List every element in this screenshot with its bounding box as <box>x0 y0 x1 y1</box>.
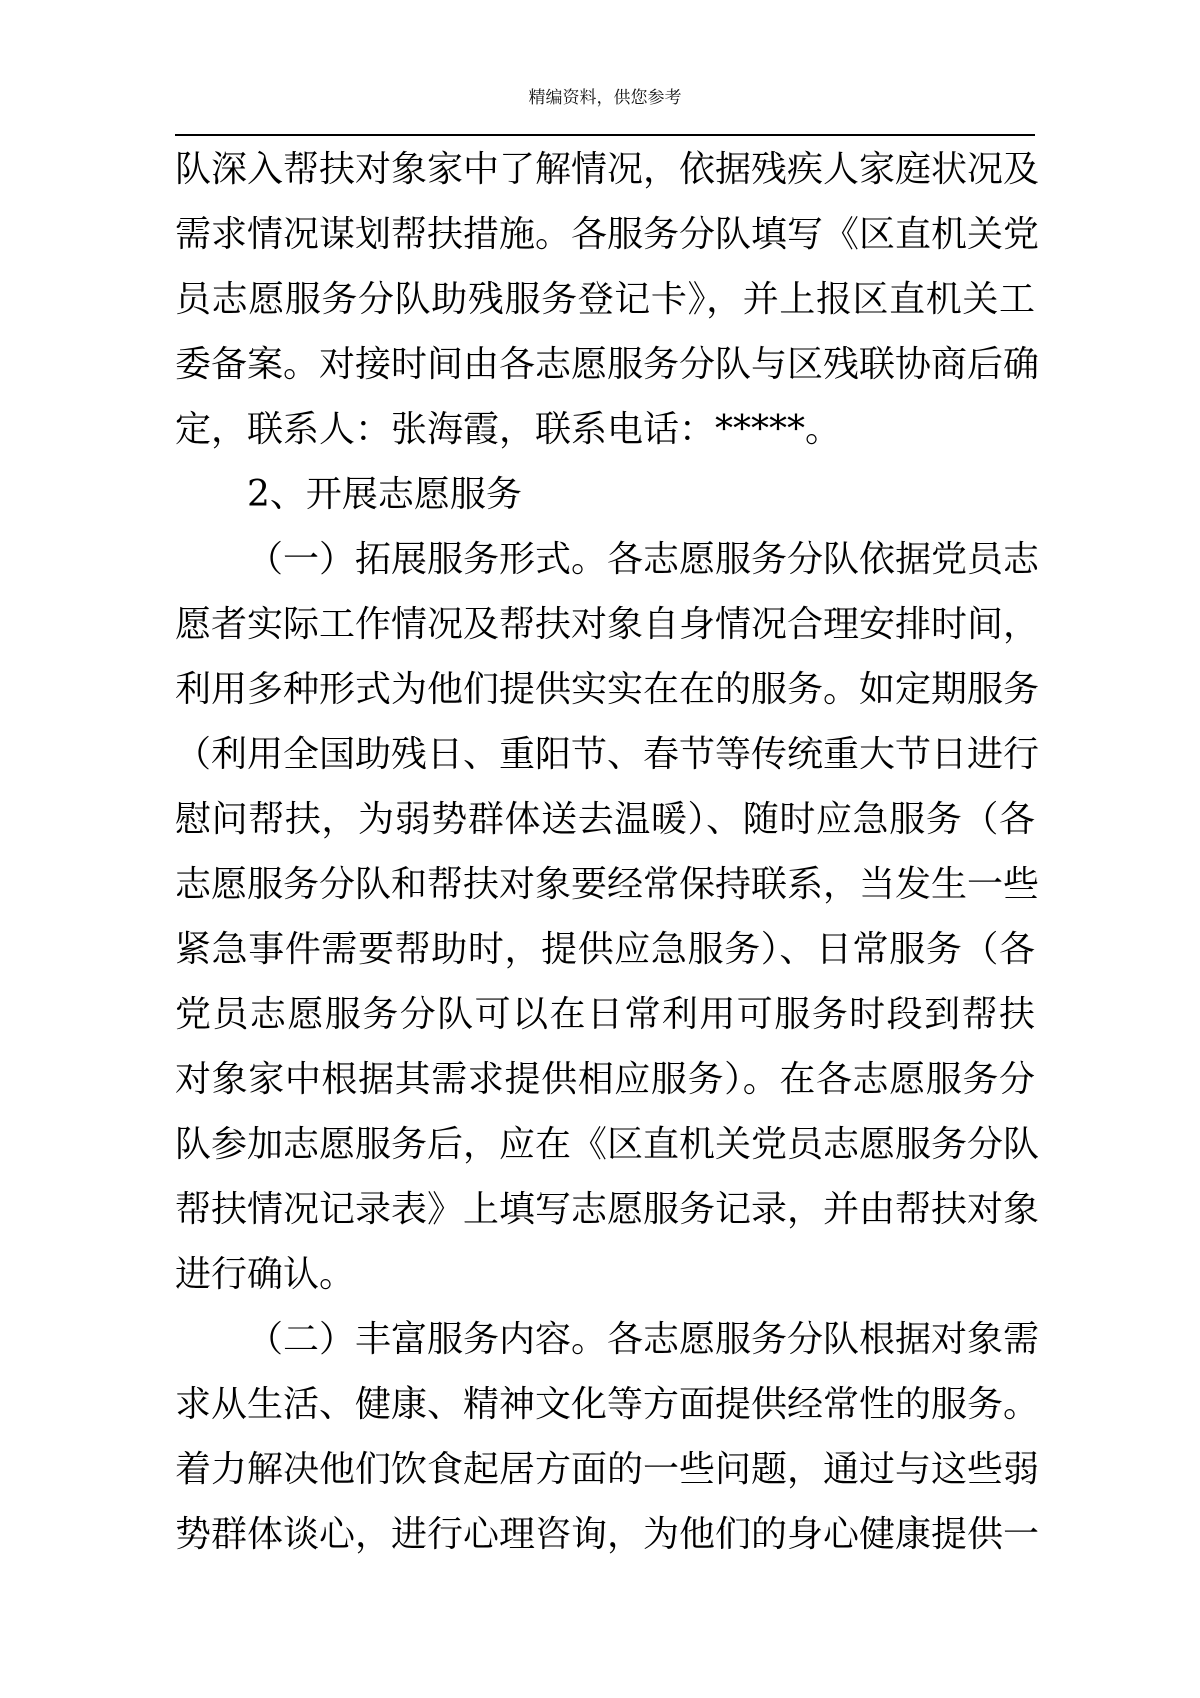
text-line: 紧急事件需要帮助时，提供应急服务）、日常服务（各 <box>175 929 1035 970</box>
text-line: 利用多种形式为他们提供实实在在的服务。如定期服务 <box>175 669 1040 710</box>
text-line: 队深入帮扶对象家中了解情况，依据残疾人家庭状况及 <box>175 149 1040 190</box>
text-line: 定，联系人：张海霞，联系电话：*****。 <box>175 409 842 450</box>
text-line: （一）拓展服务形式。各志愿服务分队依据党员志 <box>247 539 1040 580</box>
text-line: 求从生活、健康、精神文化等方面提供经常性的服务。 <box>175 1384 1040 1425</box>
text-line: （二）丰富服务内容。各志愿服务分队根据对象需 <box>247 1319 1040 1360</box>
text-line: 2、开展志愿服务 <box>247 474 522 515</box>
text-line: 员志愿服务分队助残服务登记卡》，并上报区直机关工 <box>175 279 1035 320</box>
text-line: 帮扶情况记录表》上填写志愿服务记录，并由帮扶对象 <box>175 1189 1040 1230</box>
text-line: 党员志愿服务分队可以在日常利用可服务时段到帮扶 <box>175 994 1035 1035</box>
text-line: 需求情况谋划帮扶措施。各服务分队填写《区直机关党 <box>175 214 1040 255</box>
header-rule <box>175 134 1035 136</box>
text-line: 进行确认。 <box>175 1254 356 1295</box>
text-line: 对象家中根据其需求提供相应服务）。在各志愿服务分 <box>175 1059 1035 1100</box>
text-line: 志愿服务分队和帮扶对象要经常保持联系，当发生一些 <box>175 864 1040 905</box>
text-line: 着力解决他们饮食起居方面的一些问题，通过与这些弱 <box>175 1449 1040 1490</box>
text-line: 队参加志愿服务后，应在《区直机关党员志愿服务分队 <box>175 1124 1040 1165</box>
text-line: 委备案。对接时间由各志愿服务分队与区残联协商后确 <box>175 344 1040 385</box>
page-header: 精编资料，供您参考 <box>528 88 682 108</box>
text-line: 势群体谈心，进行心理咨询，为他们的身心健康提供一 <box>175 1514 1040 1555</box>
text-line: 愿者实际工作情况及帮扶对象自身情况合理安排时间， <box>175 604 1040 645</box>
text-line: 慰问帮扶，为弱势群体送去温暖）、随时应急服务（各 <box>175 799 1035 840</box>
text-line: （利用全国助残日、重阳节、春节等传统重大节日进行 <box>175 734 1040 775</box>
